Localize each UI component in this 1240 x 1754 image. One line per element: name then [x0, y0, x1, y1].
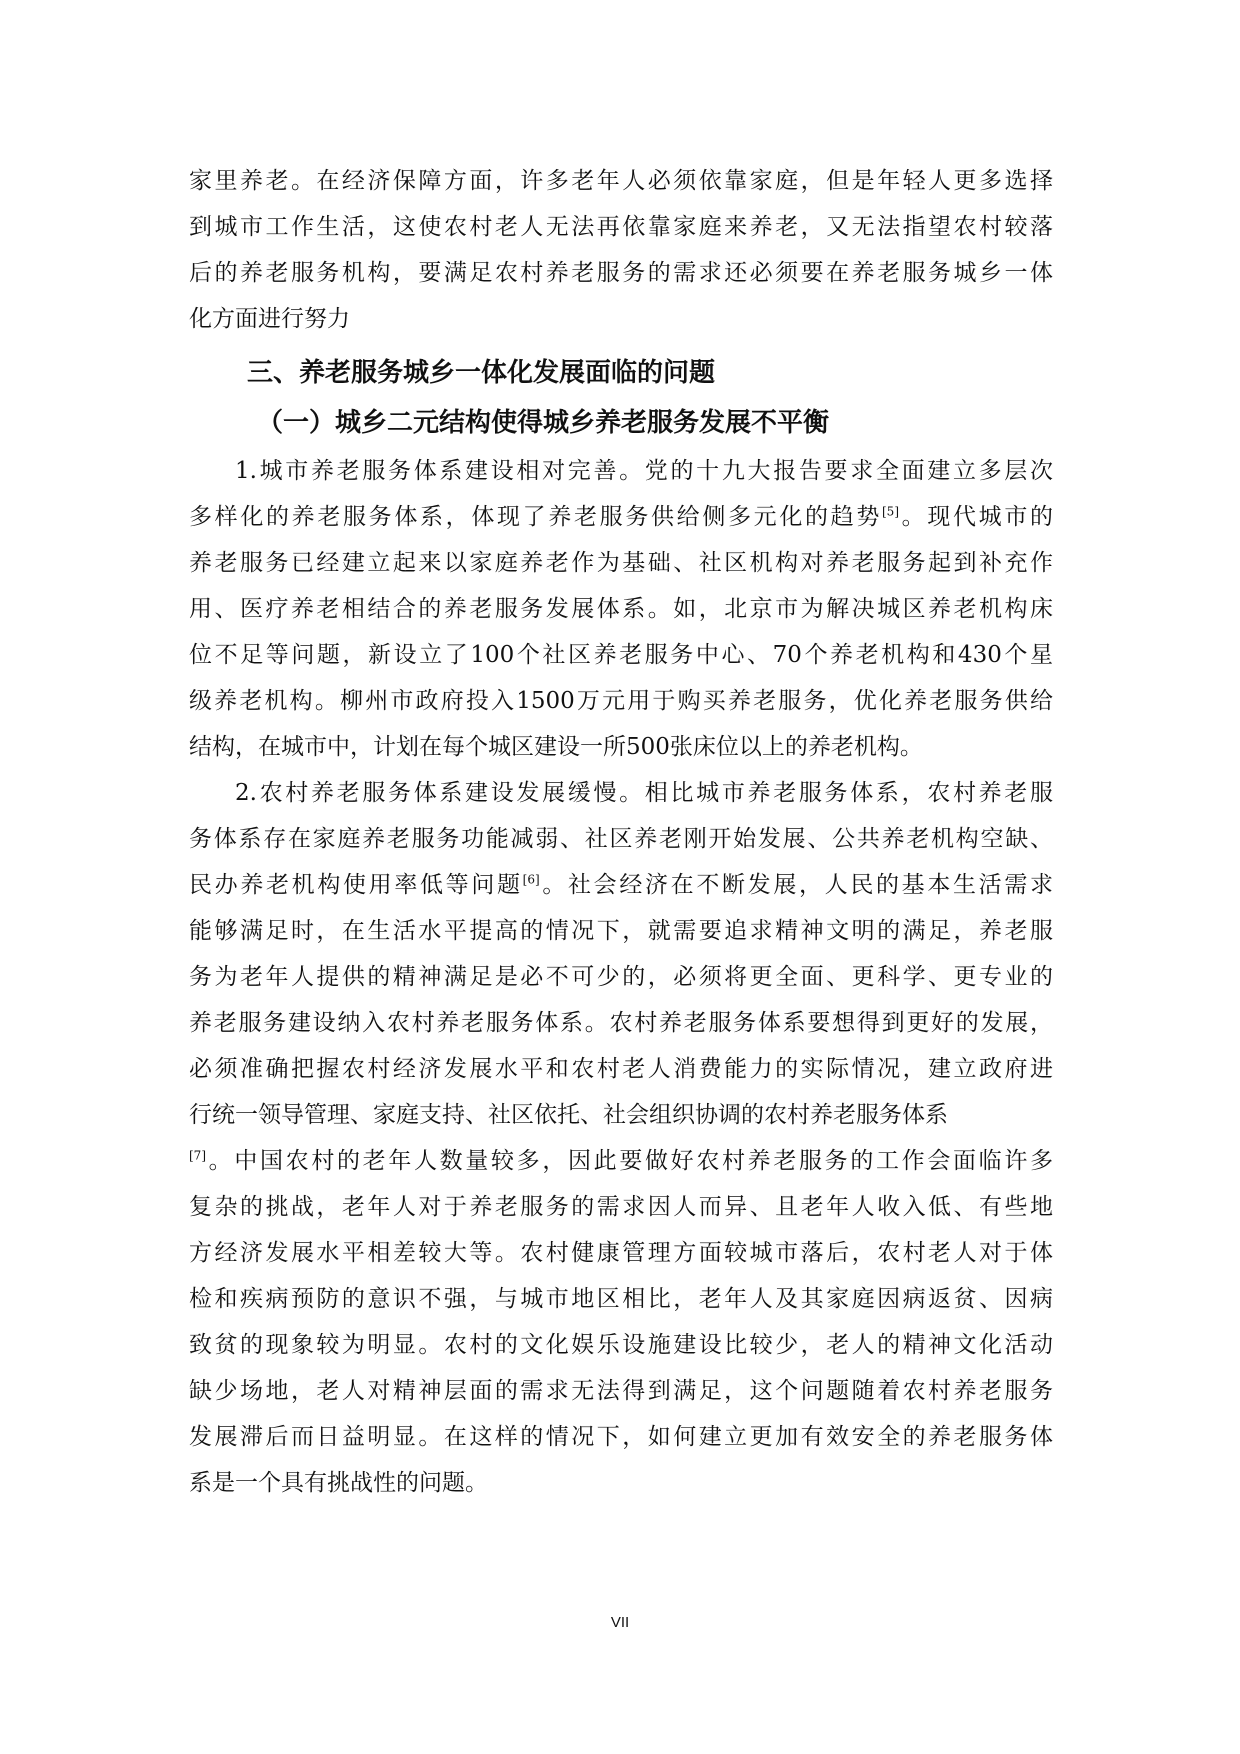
body-text-line: 后的养老服务机构，要满足农村养老服务的需求还必须要在养老服务城乡一体	[189, 260, 1053, 286]
body-text-line: 方经济发展水平相差较大等。农村健康管理方面较城市落后，农村老人对于体	[189, 1240, 1053, 1266]
citation-ref: [6]	[522, 872, 540, 887]
body-text-line: 位不足等问题，新设立了100个社区养老服务中心、70个养老机构和430个星	[189, 642, 1053, 668]
citation-ref: [5]	[882, 504, 899, 519]
body-text-line: 2.农村养老服务体系建设发展缓慢。相比城市养老服务体系，农村养老服	[235, 780, 1053, 806]
body-text-line: 1.城市养老服务体系建设相对完善。党的十九大报告要求全面建立多层次	[235, 458, 1053, 484]
body-text-line: 务体系存在家庭养老服务功能减弱、社区养老刚开始发展、公共养老机构空缺、	[189, 826, 1053, 852]
body-text-line	[189, 494, 1053, 540]
body-text-line	[189, 1138, 1053, 1184]
body-text-line: 检和疾病预防的意识不强，与城市地区相比，老年人及其家庭因病返贫、因病	[189, 1286, 1053, 1312]
body-text-line: 复杂的挑战，老年人对于养老服务的需求因人而异、且老年人收入低、有些地	[189, 1194, 1053, 1220]
page-number: VII	[610, 1614, 630, 1631]
body-text-line: 养老服务已经建立起来以家庭养老作为基础、社区机构对养老服务起到补充作	[189, 550, 1053, 576]
body-text-line: 能够满足时，在生活水平提高的情况下，就需要追求精神文明的满足，养老服	[189, 918, 1053, 944]
body-text-line: 行统一领导管理、家庭支持、社区依托、社会组织协调的农村养老服务体系	[189, 1102, 948, 1128]
body-text-line	[189, 862, 1053, 908]
body-text-line: 用、医疗养老相结合的养老服务发展体系。如，北京市为解决城区养老机构床	[189, 596, 1053, 622]
page-body	[189, 158, 1053, 1506]
paragraph-urban-services	[189, 448, 1053, 770]
body-text-line: 养老服务建设纳入农村养老服务体系。农村养老服务体系要想得到更好的发展，	[189, 1010, 1053, 1036]
body-text-line: 家里养老。在经济保障方面，许多老年人必须依靠家庭，但是年轻人更多选择	[189, 168, 1053, 194]
section-heading: 三、养老服务城乡一体化发展面临的问题	[247, 358, 716, 388]
subsection-heading: （一）城乡二元结构使得城乡养老服务发展不平衡	[257, 408, 830, 438]
paragraph-rural-services	[189, 770, 1053, 1506]
body-text-line: 务为老年人提供的精神满足是必不可少的，必须将更全面、更科学、更专业的	[189, 964, 1053, 990]
body-text-line: 致贫的现象较为明显。农村的文化娱乐设施建设比较少，老人的精神文化活动	[189, 1332, 1053, 1358]
body-text-line: 缺少场地，老人对精神层面的需求无法得到满足，这个问题随着农村养老服务	[189, 1378, 1053, 1404]
citation-ref: [7]	[189, 1148, 206, 1163]
body-text-line: 发展滞后而日益明显。在这样的情况下，如何建立更加有效安全的养老服务体	[189, 1424, 1053, 1450]
text-span: 。社会经济在不断发展，人民的基本生活需求	[539, 872, 1054, 898]
body-text-line: 系是一个具有挑战性的问题。	[189, 1470, 488, 1496]
text-span: 民办养老机构使用率低等问题	[189, 872, 523, 898]
intro-paragraph	[189, 158, 1053, 342]
body-text-line: 级养老机构。柳州市政府投入1500万元用于购买养老服务，优化养老服务供给	[189, 688, 1053, 714]
body-text-line: 化方面进行努力	[189, 306, 350, 332]
text-span: 。中国农村的老年人数量较多，因此要做好农村养老服务的工作会面临许多	[206, 1148, 1053, 1174]
body-text-line: 必须准确把握农村经济发展水平和农村老人消费能力的实际情况，建立政府进	[189, 1056, 1053, 1082]
body-text-line: 到城市工作生活，这使农村老人无法再依靠家庭来养老，又无法指望农村较落	[189, 214, 1053, 240]
text-span: 多样化的养老服务体系，体现了养老服务供给侧多元化的趋势	[189, 504, 882, 530]
body-text-line: 结构，在城市中，计划在每个城区建设一所500张床位以上的养老机构。	[189, 734, 923, 760]
text-span: 。现代城市的	[899, 504, 1054, 530]
